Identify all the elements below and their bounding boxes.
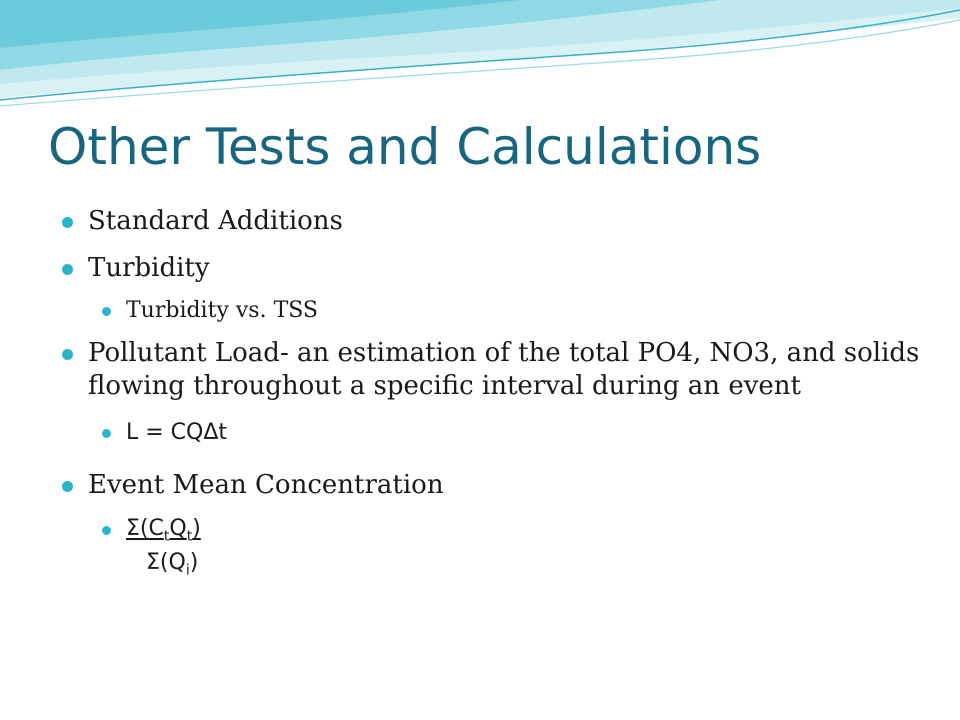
bullet-pollutant-load — [62, 337, 922, 403]
bullet-dot — [62, 217, 73, 228]
bullet-list — [62, 205, 922, 586]
bullet-text: Standard Additions — [88, 206, 343, 236]
bullet-text: Turbidity — [88, 253, 210, 283]
sub-bullet-dot — [102, 429, 111, 438]
slide-title: Other Tests and Calculations — [48, 118, 762, 176]
bullet-dot — [62, 349, 73, 360]
formula-numerator: $\Sigma(C_tQ_t)$ — [126, 516, 201, 545]
bullet-event-mean-concentration — [62, 469, 922, 502]
sub-bullet-text: L = CQΔt — [126, 420, 228, 445]
sub-bullet-text: Turbidity vs. TSS — [126, 298, 318, 323]
bullet-dot — [62, 264, 73, 275]
decorative-wave-header — [0, 0, 960, 115]
emc-formula — [62, 516, 922, 586]
sub-bullet-dot — [102, 307, 111, 316]
bullet-dot — [62, 481, 73, 492]
formula-denominator: $\Sigma(Q_i)$ — [146, 550, 199, 579]
bullet-text: Pollutant Load- an estimation of the total PO4, NO3, and solids flowing throughout a specific interval during an event — [88, 338, 920, 401]
sub-bullet-dot — [102, 526, 111, 535]
sub-bullet-turbidity-vs-tss — [62, 297, 922, 325]
bullet-standard-additions — [62, 205, 922, 238]
bullet-turbidity — [62, 252, 922, 285]
sub-bullet-load-formula — [62, 419, 922, 447]
bullet-text: Event Mean Concentration — [88, 470, 444, 500]
